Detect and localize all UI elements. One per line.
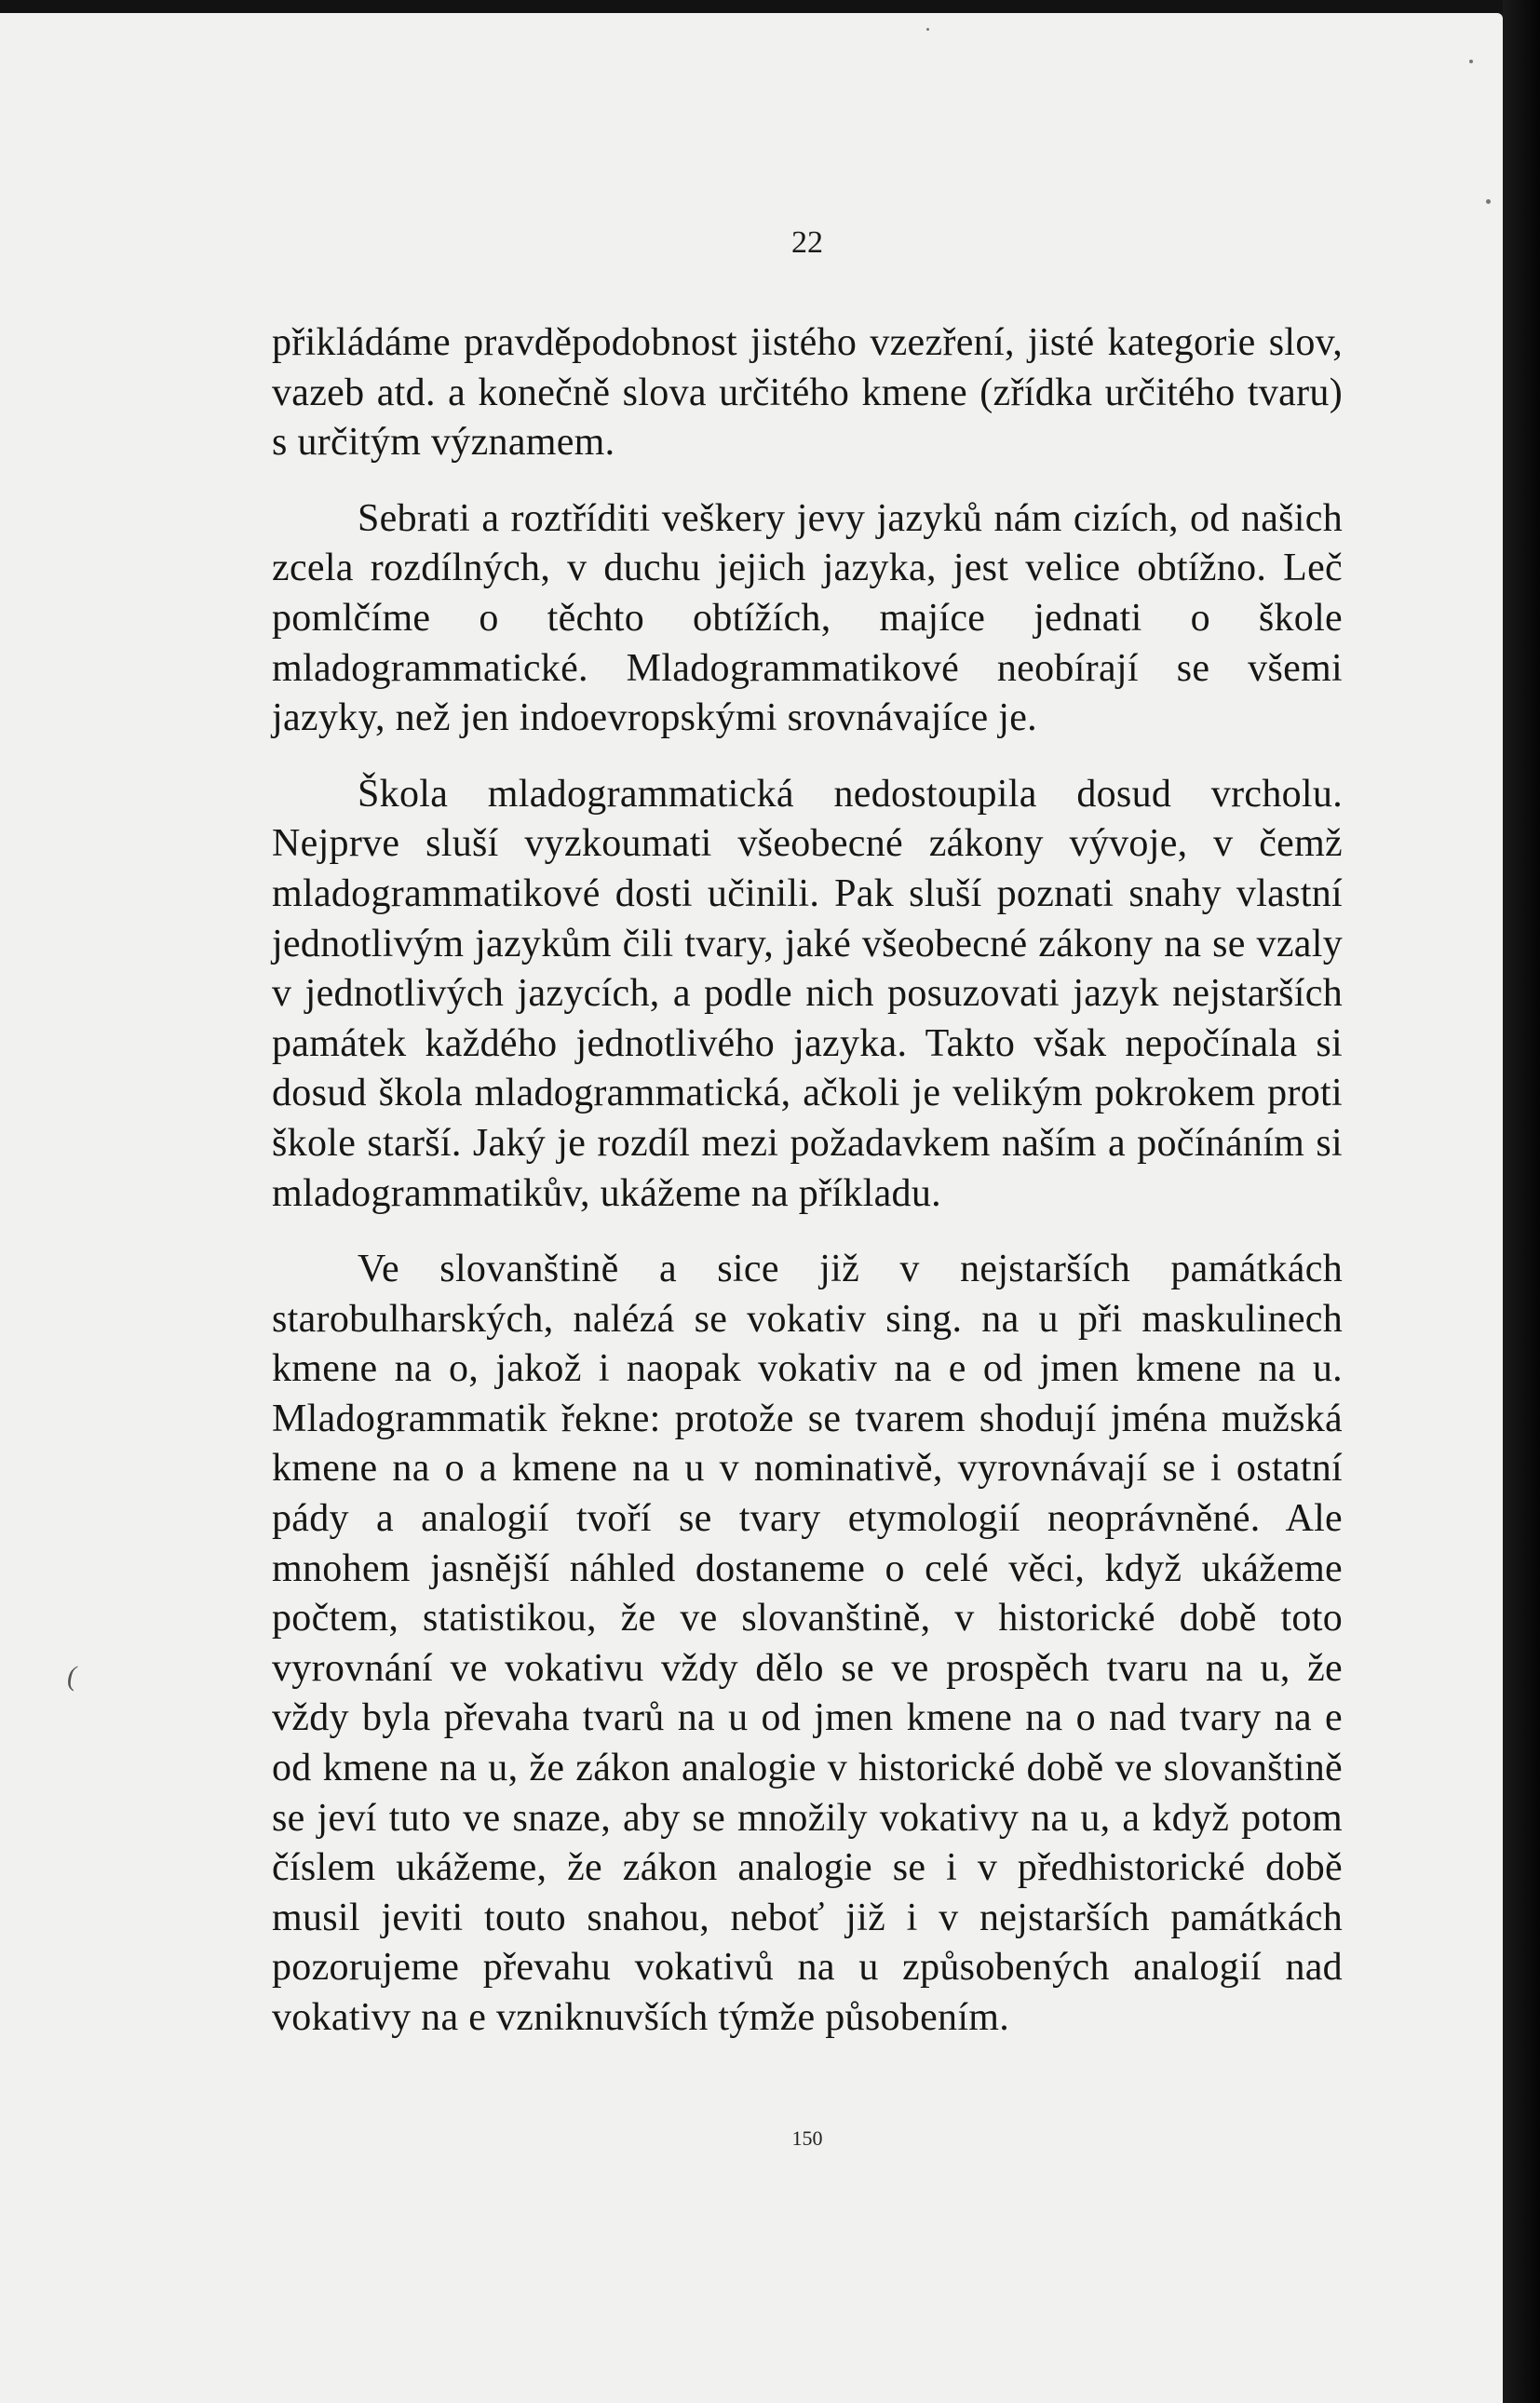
- ink-spot: [926, 28, 929, 31]
- paragraph-2: Sebrati a roztříditi veškery jevy jazyků nám cizích, od našich zcela rozdílných, v duchu jejich jazyka, jest velice obtížno. Leč pomlčíme o těchto obtížích, majíce jednati o škole mladogrammatické. Mladogrammatikové neobírají se všemi jazyky, než jen indoevropskými srovnávajíce je.: [272, 496, 1343, 740]
- body-text: [272, 318, 1343, 2044]
- page-number: 22: [791, 225, 823, 260]
- paragraph-4: Ve slovanštině a sice již v nejstarších památkách starobulharských, nalézá se vokativ sing. na u při maskulinech kmene na o, jakož i naopak vokativ na e od jmen kmene na u. Mladogrammatik řekne: protože se tvarem shodují jména mužská kmene na o a kmene na u v nominativě, vyrovnávají se i ostatní pády a analogií tvoří se tvary etymologií neoprávněné. Ale mnohem jasnější náhled dostaneme o celé věci, když ukážeme počtem, statistikou, že ve slovanštině, v historické době toto vyrovnání ve vokativu vždy dělo se ve prospěch tvaru na u, že vždy byla převaha tvarů na u od jmen kmene na o nad tvary na e od kmene na u, že zákon analogie v historické době ve slovanštině se jeví tuto ve snaze, aby se množily vokativy na u, a když potom číslem ukážeme, že zákon analogie se i v předhistorické době musil jeviti touto snahou, neboť již i v nejstarších památkách pozorujeme převahu vokativů na u způsobených analogií nad vokativy na e vzniknuvších týmže působením.: [272, 1248, 1343, 2039]
- ink-spot: [1469, 60, 1473, 63]
- paragraph-1: přikládáme pravděpodobnost jistého vzezření, jisté kategorie slov, vazeb atd. a konečně slova určitého kmene (zřídka určitého tvaru) s určitým významem.: [272, 321, 1343, 465]
- book-page: [0, 13, 1503, 2403]
- paragraph-3: Škola mladogrammatická nedostoupila dosud vrcholu. Nejprve sluší vyzkoumati všeobecné zákony vývoje, v čemž mladogrammatikové dosti učinili. Pak sluší poznati snahy vlastní jednotlivým jazykům čili tvary, jaké všeobecné zákony na se vzaly v jednotlivých jazycích, a podle nich posuzovati jazyk nejstarších památek každého jednotlivého jazyka. Takto však nepočínala si dosud škola mladogrammatická, ačkoli je velikým pokrokem proti škole starší. Jaký je rozdíl mezi požadavkem naším a počínáním si mladogrammatikův, ukážeme na příkladu.: [272, 772, 1343, 1215]
- page-edge-shadow: [1503, 0, 1540, 2403]
- ink-spot: [1486, 199, 1491, 204]
- margin-mark: (: [67, 1661, 76, 1692]
- printer-signature: 150: [791, 2126, 823, 2150]
